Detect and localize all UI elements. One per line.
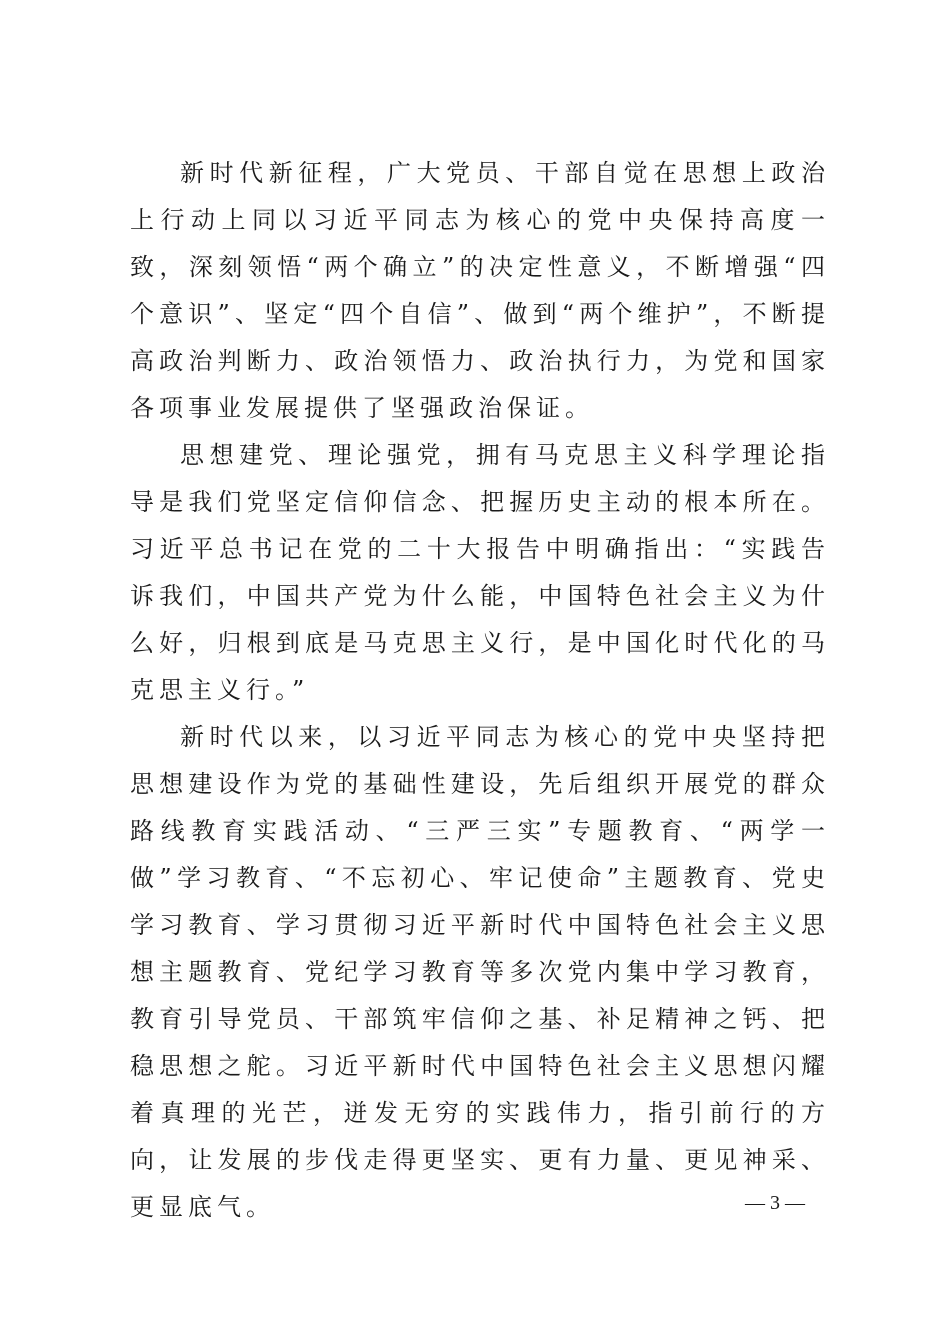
paragraph-3: 新时代以来，以习近平同志为核心的党中央坚持把思想建设作为党的基础性建设，先后组织开展党的群众路线教育实践活动、“三严三实”专题教育、“两学一做”学习教育、“不忘初心、牢记使命”主题教育、党史学习教育、学习贯彻习近平新时代中国特色社会主义思想主题教育、党纪学习教育等多次党内集中学习教育，教育引导党员、干部筑牢信仰之基、补足精神之钙、把稳思想之舵。习近平新时代中国特色社会主义思想闪耀着真理的光芒，迸发无穷的实践伟力，指引前行的方向，让发展的步伐走得更坚实、更有力量、更见神采、更显底气。: [130, 723, 830, 1221]
body-text: [130, 150, 830, 1231]
paragraph-2: 思想建党、理论强党，拥有马克思主义科学理论指导是我们党坚定信仰信念、把握历史主动的根本所在。习近平总书记在党的二十大报告中明确指出：“实践告诉我们，中国共产党为什么能，中国特色社会主义为什么好，归根到底是马克思主义行，是中国化时代化的马克思主义行。”: [130, 441, 830, 704]
page-number: — 3 —: [745, 1192, 805, 1214]
paragraph-1: 新时代新征程，广大党员、干部自觉在思想上政治上行动上同以习近平同志为核心的党中央保持高度一致，深刻领悟“两个确立”的决定性意义，不断增强“四个意识”、坚定“四个自信”、做到“两个维护”，不断提高政治判断力、政治领悟力、政治执行力，为党和国家各项事业发展提供了坚强政治保证。: [130, 159, 830, 422]
